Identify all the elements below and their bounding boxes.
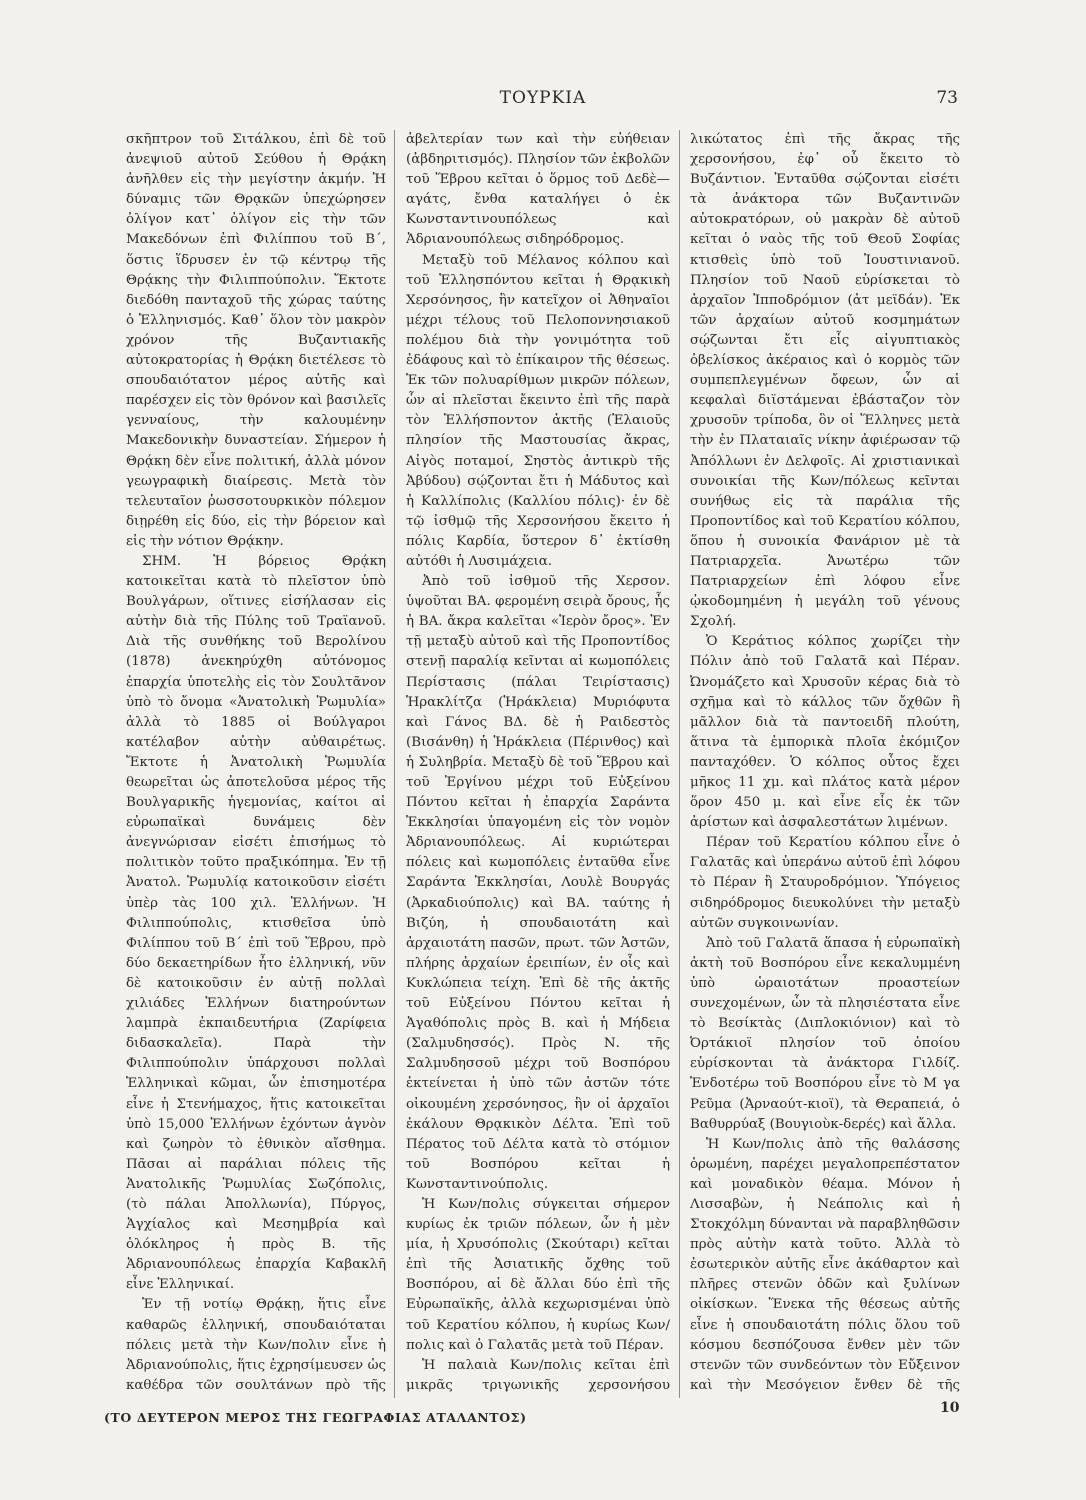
column-1 bbox=[126, 130, 386, 1398]
paragraph: λικώτατος ἐπὶ τῆς ἄκρας τῆς χερσονήσου, ἐφ᾽ οὗ ἔκειτο τὸ Βυζάντιον. Ἐνταῦθα σῴζονται εἰσέτι τὰ ἀνάκτορα τῶν Βυζαντινῶν αὐτοκρατόρων, οὐ μακρὰν δὲ αὐτοῦ κεῖται ὁ ναὸς τῆς τοῦ Θεοῦ Σοφίας κτισθεὶς ὑπὸ τοῦ Ἰουστινιανοῦ. Πλησίον τοῦ Ναοῦ εὑρίσκεται τὸ ἀρχαῖον Ἱπποδρόμιον (ἀτ μεϊδάν). Ἐκ τῶν ἀρχαίων αὐτοῦ κοσμημάτων σῴζωνται ἔτι εἷς αἰγυπτιακὸς ὀβελίσκος ἀκέραιος καὶ ὁ κορμὸς τῶν συμπεπλεγμένων ὄφεων, ὧν αἱ κεφαλαὶ διϊστάμεναι ἐβάσταζον τὸν χρυσοῦν τρίποδα, ὃν οἱ Ἕλληνες μετὰ τὴν ἐν Πλαταιαῖς νίκην ἀφιέρωσαν τῷ Ἀπόλλωνι ἐν Δελφοῖς. Αἱ χριστιανικαὶ συνοικίαι τῆς Κων/πόλεως κεῖνται συνήθως εἰς τὰ παράλια τῆς Προποντίδος καὶ τοῦ Κερατίου κόλπου, ὅπου ἡ συνοικία Φανάριον μὲ τὰ Πατριαρχεῖα. Ἀνωτέρω τῶν Πατριαρχείων ἐπὶ λόφου εἶνε ᾠκοδομημένη ἡ μεγάλη τοῦ γένους Σχολή. bbox=[690, 132, 960, 630]
column-3 bbox=[690, 130, 960, 1398]
column-rule bbox=[679, 130, 680, 1398]
paragraph: Ἀπὸ τοῦ ἰσθμοῦ τῆς Χερσον. ὑψοῦται ΒΑ. φερομένη σειρὰ ὄρους, ἧς ἡ ΒΑ. ἄκρα καλεῖται «Ἱερὸν ὄρος». Ἐν τῇ μεταξὺ αὐτοῦ καὶ τῆς Προποντίδος στενῇ παραλίᾳ κεῖνται αἱ κωμοπόλεις Περίστασις (πάλαι Τειρίστασις) Ἡρακλίτζα (Ἡράκλεια) Μυριόφυτα καὶ Γάνος ΒΔ. δὲ ἡ Ραιδεστὸς (Βισάνθη) ἡ Ἡράκλεια (Πέρινθος) καὶ ἡ Συληβρία. Μεταξὺ δὲ τοῦ Ἕβρου καὶ τοῦ Ἐργίνου μέχρι τοῦ Εὐξείνου Πόντου κεῖται ἡ ἐπαρχία Σαράντα Ἐκκλησίαι ὑπαγομένη εἰς τὸν νομὸν Ἀδριανουπόλεως. Αἱ κυριώτεραι πόλεις καὶ κωμοπόλεις ἐνταῦθα εἶνε Σαράντα Ἐκκλησίαι, Λουλὲ Βουργάς (Ἀρκαδιούπολις) καὶ ΒΑ. ταύτης ἡ Βιζύη, ἡ σπουδαιοτάτη καὶ ἀρχαιοτάτη πασῶν, πρωτ. τῶν Ἀστῶν, πλήρης ἀρχαίων ἐρειπίων, ἐν οἷς καὶ Κυκλώπεια τείχη. Ἐπὶ δὲ τῆς ἀκτῆς τοῦ Εὐξείνου Πόντου κεῖται ἡ Ἀγαθόπολις πρὸς Β. καὶ ἡ Μήδεια (Σαλμυδησσός). Πρὸς Ν. τῆς Σαλμυδησσοῦ μέχρι τοῦ Βοσπόρου ἐκτείνεται ἡ ὑπὸ τῶν ἀστῶν τότε οἰκουμένη χερσόνησος, ἣν οἱ ἀρχαῖοι ἐκάλουν Θρᾳκικὸν Δέλτα. Ἐπὶ τοῦ Πέρατος τοῦ Δέλτα κατὰ τὸ στόμιον τοῦ Βοσπόρου κεῖται ἡ Κωνσταντινούπολις. bbox=[406, 574, 670, 1192]
paragraph: Μεταξὺ τοῦ Μέλανος κόλπου καὶ τοῦ Ἑλλησπόντου κεῖται ἡ Θρᾳκικὴ Χερσόνησος, ἣν κατεῖχον οἱ Ἀθηναῖοι μέχρι τέλους τοῦ Πελοποννησιακοῦ πολέμου διὰ τὴν γονιμότητα τοῦ ἐδάφους καὶ τὸ ἐπίκαιρον τῆς θέσεως. Ἐκ τῶν πολυαρίθμων μικρῶν πόλεων, ὧν αἱ πλεῖσται ἔκειντο ἐπὶ τῆς παρὰ τὸν Ἑλλήσποντον ἀκτῆς (Ἐλαιοῦς πλησίον τῆς Μαστουσίας ἄκρας, Αἰγὸς ποταμοί, Σηστὸς ἀντικρὺ τῆς Ἀβύδου) σῴζονται ἔτι ἡ Μάδυτος καὶ ἡ Καλλίπολις (Καλλίου πόλις)· ἐν δὲ τῷ ἰσθμῷ τῆς Χερσονήσου ἔκειτο ἡ πόλις Καρδία, ὕστερον δ᾽ ἐκτίσθη αὐτόθι ἡ Λυσιμάχεια. bbox=[406, 252, 670, 569]
paragraph: Ἐν τῇ νοτίῳ Θρᾴκῃ, ἥτις εἶνε καθαρῶς ἑλληνική, σπουδαιόταται πόλεις μετὰ τὴν Κων/πολιν εἶνε ἡ Ἀδριανούπολις, ἥτις ἐχρησίμευσεν ὡς καθέδρα τῶν σουλτάνων πρὸ τῆς bbox=[126, 1297, 386, 1393]
paragraph: ΣΗΜ. Ἡ βόρειος Θρᾴκη κατοικεῖται κατὰ τὸ πλεῖστον ὑπὸ Βουλγάρων, οἵτινες εἰσήλασαν εἰς αὐτὴν διὰ τῆς Πύλης τοῦ Τραϊανοῦ. Διὰ τῆς συνθήκης τοῦ Βερολίνου (1878) ἀνεκηρύχθη αὐτόνομος ἐπαρχία ὑποτελὴς εἰς τὸν Σουλτᾶνον ὑπὸ τὸ ὄνομα «Ἀνατολικὴ Ῥωμυλία» ἀλλὰ τὸ 1885 οἱ Βούλγαροι κατέλαβον αὐτὴν αὐθαιρέτως. Ἔκτοτε ἡ Ἀνατολικὴ Ῥωμυλία θεωρεῖται ὡς ἀποτελοῦσα μέρος τῆς Βουλγαρικῆς ἡγεμονίας, καίτοι αἱ εὐρωπαϊκαὶ δυνάμεις δὲν ἀνεγνώρισαν εἰσέτι ἐπισήμως τὸ πολιτικὸν τοῦτο πραξικόπημα. Ἐν τῇ Ἀνατολ. Ῥωμυλίᾳ κατοικοῦσιν εἰσέτι ὑπὲρ τὰς 100 χιλ. Ἑλλήνων. Ἡ Φιλιππούπολις, κτισθεῖσα ὑπὸ Φιλίππου τοῦ Β΄ ἐπὶ τοῦ Ἕβρου, πρὸ δύο δεκαετηρίδων ἦτο ἑλληνική, νῦν δὲ κατοικοῦσιν ἐν αὐτῇ πολλαὶ χιλιάδες Ἑλλήνων διατηρούντων λαμπρὰ ἐκπαιδευτήρια (Ζαρίφεια διδασκαλεῖα). Παρὰ τὴν Φιλιππούπολιν ὑπάρχουσι πολλαὶ Ἑλληνικαὶ κῶμαι, ὧν ἐπισημοτέρα εἶνε ἡ Στενήμαχος, ἥτις κατοικεῖται ὑπὸ 15,000 Ἑλλήνων ἐχόντων ἁγνὸν καὶ ζωηρὸν τὸ ἐθνικὸν αἴσθημα. Πᾶσαι αἱ παράλιαι πόλεις τῆς Ἀνατολικῆς Ῥωμυλίας Σωζόπολις, (τὸ πάλαι Ἀπολλωνία), Πύργος, Ἀγχίαλος καὶ Μεσημβρία καὶ ὁλόκληρος ἡ πρὸς Β. τῆς Ἀδριανουπόλεως ἐπαρχία Καβακλῆ εἶνε Ἑλληνικαί. bbox=[126, 553, 386, 1293]
paragraph: Ἡ παλαιὰ Κων/πολις κεῖται ἐπὶ μικρᾶς τριγωνικῆς χερσονήσου bbox=[406, 1357, 670, 1393]
footer-note: (ΤΟ ΔΕΥΤΕΡΟΝ ΜΕΡΟΣ ΤΗΣ ΓΕΩΓΡΑΦΙΑΣ ΑΤΑΛΑΝΤΟΣ) bbox=[104, 1410, 527, 1425]
paragraph: Πέραν τοῦ Κερατίου κόλπου εἶνε ὁ Γαλατᾶς καὶ ὑπεράνω αὐτοῦ ἐπὶ λόφου τὸ Πέραν ἢ Σταυροδρόμιον. Ὑπόγειος σιδηρόδρομος διευκολύνει τὴν μεταξὺ αὐτῶν συγκοινωνίαν. bbox=[690, 835, 960, 931]
paragraph: Ἡ Κων/πολις σύγκειται σήμερον κυρίως ἐκ τριῶν πόλεων, ὧν ἡ μὲν μία, ἡ Χρυσόπολις (Σκούταρι) κεῖται ἐπὶ τῆς Ἀσιατικῆς ὄχθης τοῦ Βοσπόρου, αἱ δὲ ἄλλαι δύο ἐπὶ τῆς Εὐρωπαϊκῆς, ἀλλὰ κεχωρισμέναι ὑπὸ τοῦ Κερατίου κόλπου, ἡ κυρίως Κων/πολις καὶ ὁ Γαλατᾶς μετὰ τοῦ Πέραν. bbox=[406, 1196, 670, 1353]
text-columns bbox=[126, 130, 960, 1398]
paragraph: Ἡ Κων/πολις ἀπὸ τῆς θαλάσσης ὁρωμένη, παρέχει μεγαλοπρεπέστατον καὶ μοναδικὸν θέαμα. Μόνον ἡ Λισσαβὼν, ἡ Νεάπολις καὶ ἡ Στοκχόλμη δύνανται νὰ παραβληθῶσιν πρὸς αὐτὴν κατὰ τοῦτο. Ἀλλὰ τὸ ἐσωτερικὸν αὐτῆς εἶνε ἀκάθαρτον καὶ πλῆρες στενῶν ὁδῶν καὶ ξυλίνων οἰκίσκων. Ἕνεκα τῆς θέσεως αὐτῆς εἶνε ἡ σπουδαιοτάτη πόλις ὅλου τοῦ κόσμου δεσπόζουσα ἔνθεν μὲν τῶν στενῶν τῶν συνδεόντων τὸν Εὔξεινον καὶ τὴν Μεσόγειον ἔνθεν δὲ τῆς bbox=[690, 1136, 960, 1393]
paragraph: Ἀπὸ τοῦ Γαλατᾶ ἅπασα ἡ εὐρωπαϊκὴ ἀκτὴ τοῦ Βοσπόρου εἶνε κεκαλυμμένη ὑπὸ ὡραιοτάτων προαστείων συνεχομένων, ὧν τὰ πλησιέστατα εἶνε τὸ Βεσίκτὰς (Διπλοκιόνιον) καὶ τὸ Ὀρτάκιοϊ πλησίον τοῦ ὁποίου εὑρίσκονται τὰ ἀνάκτορα Γιλδίζ. Ἐνδοτέρω τοῦ Βοσπόρου εἶνε τὸ Μ γα Ρεῦμα (Ἀρναούτ-κιοϊ), τὰ Θεραπειά, ὁ Βαθυρρύαξ (Βουγιοὺκ-δερές) καὶ ἄλλα. bbox=[690, 935, 960, 1132]
signature-mark: 10 bbox=[940, 1400, 960, 1416]
column-2 bbox=[406, 130, 670, 1398]
paragraph: ἀβελτερίαν των καὶ τὴν εὐήθειαν (ἀβδηριτισμός). Πλησίον τῶν ἐκβολῶν τοῦ Ἕβρου κεῖται ὁ ὅρμος τοῦ Δεδὲ—αγάτς, ἔνθα καταλήγει ὁ ἐκ Κωνσταντινουπόλεως καὶ Ἀδριανουπόλεως σιδηρόδρομος. bbox=[406, 132, 670, 248]
page-number: 73 bbox=[936, 88, 958, 108]
running-head bbox=[0, 88, 1086, 112]
paragraph: Ὁ Κεράτιος κόλπος χωρίζει τὴν Πόλιν ἀπὸ τοῦ Γαλατᾶ καὶ Πέραν. Ὠνομάζετο καὶ Χρυσοῦν κέρας διὰ τὸ σχῆμα καὶ τὸ κάλλος τῶν ὄχθῶν ἢ μᾶλλον διὰ τὰ παντοειδῆ πλούτη, ἅτινα τὰ ἐμπορικὰ πλοῖα ἐκόμιζον πανταχόθεν. Ὁ κόλπος οὗτος ἔχει μῆκος 11 χμ. καὶ πλάτος κατὰ μέρον ὅρον 450 μ. καὶ εἶνε εἷς ἐκ τῶν ἀρίστων καὶ ἀσφαλεστάτων λιμένων. bbox=[690, 634, 960, 831]
running-title: ΤΟΥΡΚΙΑ bbox=[499, 88, 587, 108]
column-rule bbox=[394, 130, 395, 1398]
paragraph: σκῆπτρον τοῦ Σιτάλκου, ἐπὶ δὲ τοῦ ἀνεψιοῦ αὐτοῦ Σεύθου ἡ Θρᾴκη ἀνῆλθεν εἰς τὴν μεγίστην ἀκμήν. Ἡ δύναμις τῶν Θρᾳκῶν ὑπεχώρησεν ὀλίγον κατ᾽ ὀλίγον εἰς τὴν τῶν Μακεδόνων ἐπὶ Φιλίππου τοῦ Β΄, ὅστις ἵδρυσεν ἐν τῷ κέντρῳ τῆς Θρᾴκης τὴν Φιλιππούπολιν. Ἔκτοτε διεδόθη πανταχοῦ τῆς χώρας ταύτης ὁ Ἑλληνισμός. Καθ᾽ ὅλον τὸν μακρὸν χρόνον τῆς Βυζαντιακῆς αὐτοκρατορίας ἡ Θρᾴκη διετέλεσε τὸ σπουδαιότατον μέρος αὐτῆς καὶ παρέσχεν εἰς τὸν θρόνον καὶ βασιλεῖς γενναίους, τὴν καλουμένην Μακεδονικὴν δυναστείαν. Σήμερον ἡ Θρᾴκη δὲν εἶνε πολιτική, ἀλλὰ μόνον γεωγραφικὴ διαίρεσις. Μετὰ τὸν τελευταῖον ῥωσσοτουρκικὸν πόλεμον διῃρέθη εἰς δύο, εἰς τὴν βόρειον καὶ εἰς τὴν νότιον Θρᾴκην. bbox=[126, 132, 386, 549]
